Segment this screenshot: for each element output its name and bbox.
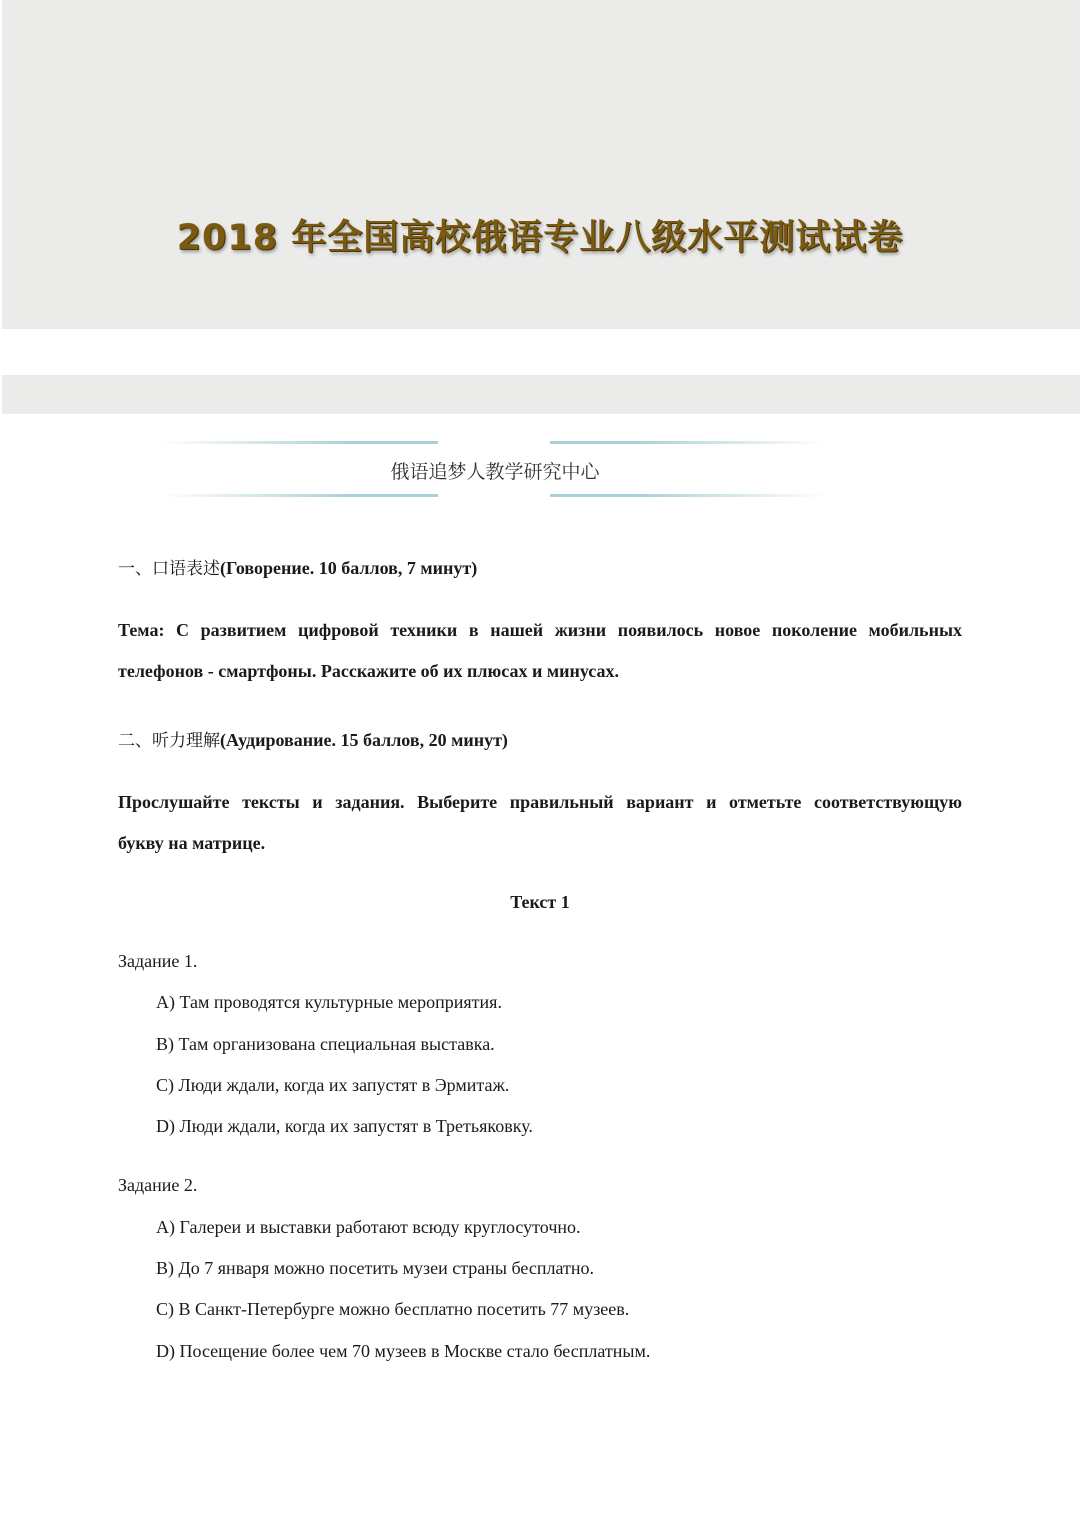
task-2-option-b: B) До 7 января можно посетить музеи страны бесплатно.: [156, 1258, 594, 1278]
section-1-topic-line-2: телефонов - смартфоны. Расскажите об их плюсах и минусах.: [118, 661, 620, 681]
decorative-line: [550, 441, 828, 444]
task-1-option-d: D) Люди ждали, когда их запустят в Третьяковку.: [156, 1116, 533, 1136]
section-2-title: (Аудирование. 15 баллов, 20 минут): [220, 730, 508, 750]
task-2-option-d: D) Посещение более чем 70 музеев в Москве стало бесплатным.: [156, 1341, 651, 1361]
page-title: 2018 年全国高校俄语专业八级水平测试试卷: [176, 218, 904, 258]
task-1-label: Задание 1.: [118, 951, 198, 971]
section-2-instruction-line-2: букву на матрице.: [118, 833, 266, 853]
task-1-option-a: A) Там проводятся культурные мероприятия.: [156, 992, 502, 1012]
task-2-label: Задание 2.: [118, 1175, 198, 1195]
section-2-number: 二、听力理解: [118, 731, 220, 751]
text-title: Текст 1: [510, 892, 570, 912]
task-1-option-c: C) Люди ждали, когда их запустят в Эрмитаж.: [156, 1075, 510, 1095]
decorative-line: [160, 441, 438, 444]
organization-name: 俄语追梦人教学研究中心: [390, 461, 600, 483]
subheader-band: [2, 375, 1080, 414]
section-1-number: 一、口语表述: [118, 559, 220, 579]
header-band: [2, 0, 1080, 329]
decorative-line: [160, 494, 438, 497]
section-1-topic-line-1: Тема: С развитием цифровой техники в нашей жизни появилось новое поколение мобильных: [118, 620, 962, 640]
task-2-option-c: C) В Санкт-Петербурге можно бесплатно посетить 77 музеев.: [156, 1299, 630, 1319]
section-2-heading: [118, 726, 508, 751]
task-2-option-a: A) Галереи и выставки работают всюду круглосуточно.: [156, 1217, 581, 1237]
task-1-option-b: B) Там организована специальная выставка.: [156, 1034, 495, 1054]
section-1-heading: [118, 554, 477, 579]
section-1-title: (Говорение. 10 баллов, 7 минут): [220, 558, 478, 578]
decorative-line: [550, 494, 828, 497]
section-2-instruction-line-1: Прослушайте тексты и задания. Выберите правильный вариант и отметьте соответствующую: [118, 792, 962, 812]
